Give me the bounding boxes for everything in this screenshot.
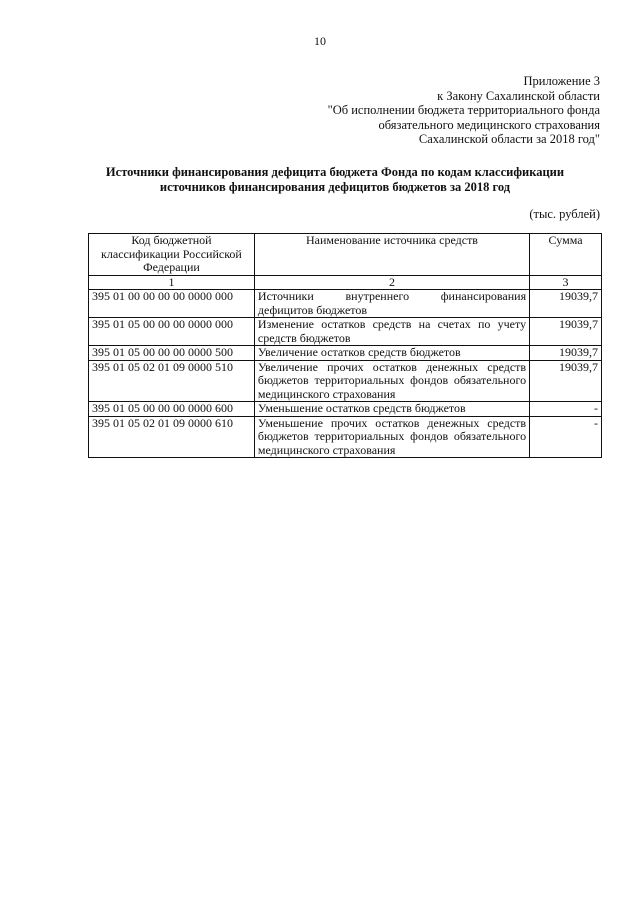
- appendix-line: Приложение 3: [523, 74, 600, 88]
- row-name: Уменьшение остатков средств бюджетов: [254, 402, 529, 417]
- table-row: [89, 360, 602, 402]
- row-name: Увеличение прочих остатков денежных средств бюджетов территориальных фондов обязательного медицинского страхования: [254, 360, 529, 402]
- header-name: Наименование источника средств: [254, 234, 529, 276]
- page-number: 10: [314, 34, 326, 48]
- row-code: 395 01 05 00 00 00 0000 000: [89, 318, 255, 346]
- appendix-line: Сахалинской области за 2018 год": [418, 132, 600, 146]
- table-row: [89, 318, 602, 346]
- column-number: 3: [530, 275, 602, 290]
- column-number: 1: [89, 275, 255, 290]
- row-code: 395 01 05 02 01 09 0000 510: [89, 360, 255, 402]
- column-number: 2: [254, 275, 529, 290]
- row-sum: 19039,7: [530, 360, 602, 402]
- row-sum: 19039,7: [530, 346, 602, 361]
- appendix-line: "Об исполнении бюджета территориального фонда: [327, 103, 600, 117]
- title-line: Источники финансирования дефицита бюджета Фонда по кодам классификации: [105, 165, 565, 179]
- row-code: 395 01 05 00 00 00 0000 500: [89, 346, 255, 361]
- title-line: источников финансирования дефицитов бюджетов за 2018 год: [159, 179, 511, 194]
- table-row: [89, 416, 602, 458]
- document-title: [70, 165, 600, 194]
- sources-table: [88, 233, 602, 458]
- table-row: [89, 346, 602, 361]
- appendix-line: к Закону Сахалинской области: [437, 88, 600, 103]
- row-code: 395 01 00 00 00 00 0000 000: [89, 290, 255, 318]
- row-name: Увеличение остатков средств бюджетов: [254, 346, 529, 361]
- row-name: Изменение остатков средств на счетах по учету средств бюджетов: [254, 318, 529, 346]
- units-label: (тыс. рублей): [529, 207, 600, 221]
- row-code: 395 01 05 00 00 00 0000 600: [89, 402, 255, 417]
- row-sum: -: [530, 402, 602, 417]
- header-code: Код бюджетной классификации Российской Федерации: [89, 234, 255, 276]
- row-name: Источники внутреннего финансирования дефицитов бюджетов: [254, 290, 529, 318]
- table-header-row: [89, 234, 602, 276]
- row-name: Уменьшение прочих остатков денежных средств бюджетов территориальных фондов обязательного медицинского страхования: [254, 416, 529, 458]
- appendix-line: обязательного медицинского страхования: [378, 117, 600, 132]
- column-number-row: [89, 275, 602, 290]
- row-sum: 19039,7: [530, 318, 602, 346]
- table-row: [89, 402, 602, 417]
- row-sum: 19039,7: [530, 290, 602, 318]
- appendix-header: [180, 74, 600, 147]
- row-sum: -: [530, 416, 602, 458]
- row-code: 395 01 05 02 01 09 0000 610: [89, 416, 255, 458]
- header-sum: Сумма: [530, 234, 602, 276]
- table-row: [89, 290, 602, 318]
